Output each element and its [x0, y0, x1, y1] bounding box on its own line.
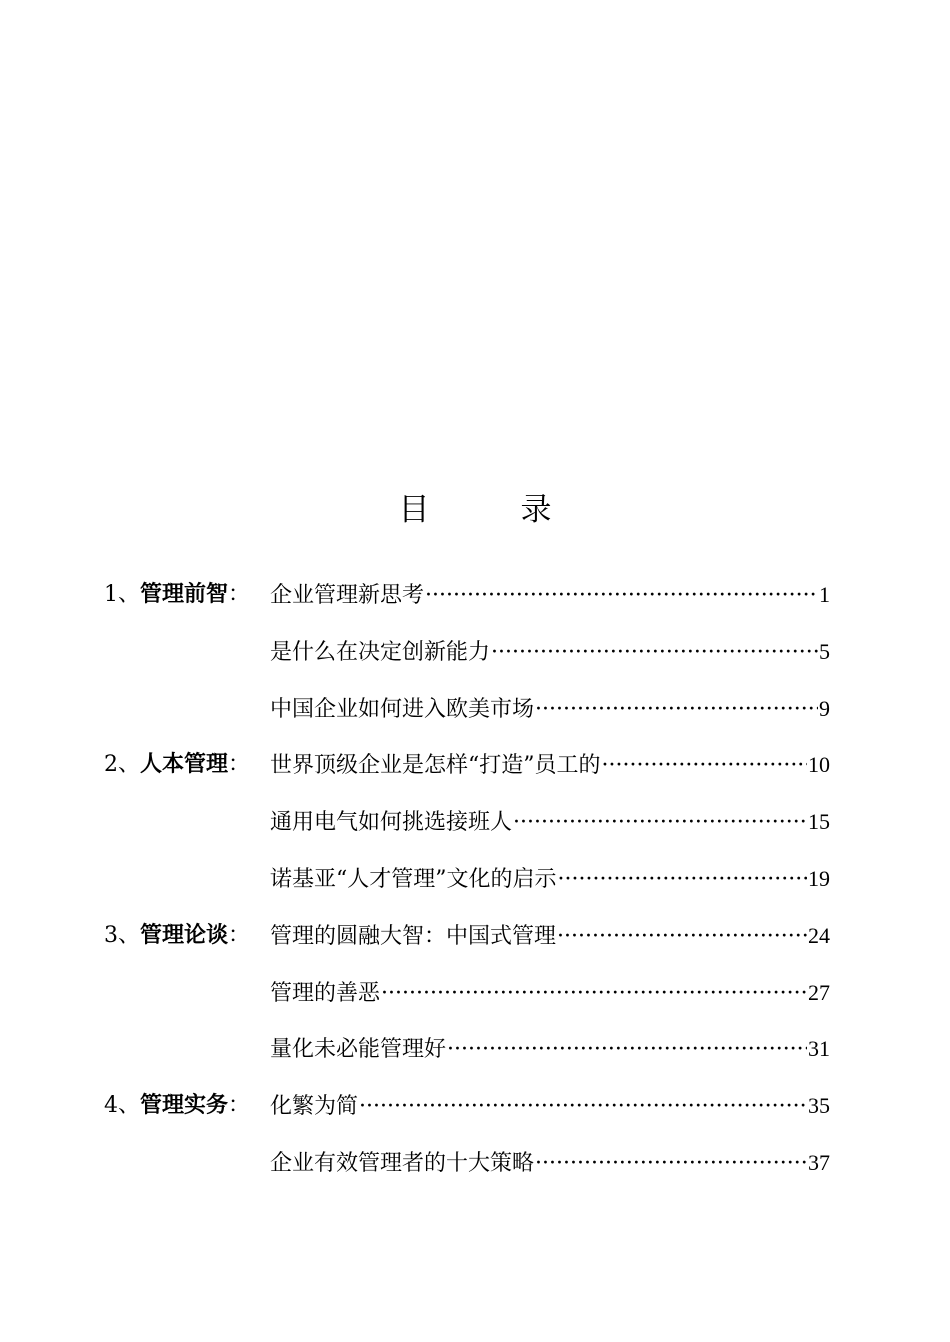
entry-title: 是什么在决定创新能力	[270, 639, 491, 665]
dot-leader	[381, 966, 807, 1023]
dot-leader	[535, 1136, 807, 1193]
dot-leader	[425, 568, 818, 625]
toc-entry[interactable]	[270, 737, 830, 795]
entry-title: 管理的善恶	[270, 980, 381, 1006]
page-number: 19	[808, 865, 830, 891]
page-number: 5	[819, 638, 830, 664]
dot-leader	[359, 1079, 807, 1136]
entry-title: 企业有效管理者的十大策略	[270, 1150, 535, 1176]
entry-title: 中国企业如何进入欧美市场	[270, 696, 535, 722]
toc-entry[interactable]	[270, 1021, 830, 1079]
section-number: 3、	[104, 922, 140, 948]
toc-entry[interactable]	[270, 851, 830, 909]
toc-title: 目 录	[398, 492, 582, 528]
entry-title: 诺基亚“人才管理”文化的启示	[270, 866, 557, 892]
toc-list	[0, 567, 950, 1192]
section-label	[104, 1078, 270, 1135]
toc-row	[0, 1078, 950, 1135]
toc-entry[interactable]	[270, 794, 830, 852]
toc-row	[0, 681, 950, 738]
section-separator: ：	[228, 922, 251, 948]
toc-entry[interactable]	[270, 1135, 830, 1193]
entry-title: 企业管理新思考	[270, 583, 425, 608]
page-number: 9	[819, 695, 830, 721]
dot-leader	[602, 738, 808, 795]
toc-row	[0, 1021, 950, 1078]
toc-entry[interactable]	[270, 908, 830, 966]
section-separator: ：	[228, 582, 251, 607]
dot-leader	[513, 795, 807, 852]
toc-row	[0, 794, 950, 851]
toc-row	[0, 1135, 950, 1192]
toc-entry[interactable]	[270, 681, 830, 739]
section-name: 管理论谈	[140, 922, 229, 948]
page-number: 1	[819, 582, 830, 607]
page-number: 31	[808, 1036, 830, 1062]
section-name: 管理实务	[140, 1093, 229, 1119]
page-number: 15	[808, 809, 830, 835]
entry-title: 世界顶级企业是怎样“打造”员工的	[270, 753, 601, 779]
dot-leader	[558, 852, 808, 909]
section-label	[104, 567, 270, 624]
dot-leader	[535, 682, 818, 739]
toc-entry[interactable]	[270, 965, 830, 1023]
entry-title: 通用电气如何挑选接班人	[270, 810, 513, 836]
page-number: 35	[808, 1093, 830, 1119]
page-number: 10	[808, 752, 830, 778]
section-separator: ：	[228, 752, 251, 778]
toc-entry[interactable]	[270, 567, 830, 625]
page-number: 24	[808, 922, 830, 948]
entry-title: 管理的圆融大智：中国式管理	[270, 923, 557, 949]
toc-entry[interactable]	[270, 624, 830, 682]
section-separator: ：	[228, 1093, 251, 1119]
section-name: 人本管理	[140, 752, 229, 778]
section-label	[104, 737, 270, 794]
toc-row	[0, 908, 950, 965]
section-name: 管理前智	[140, 582, 229, 607]
toc-row	[0, 851, 950, 908]
toc-row	[0, 567, 950, 624]
section-number: 4、	[104, 1093, 140, 1119]
page-number: 37	[808, 1149, 830, 1175]
toc-row	[0, 737, 950, 794]
toc-row	[0, 965, 950, 1022]
page-number: 27	[808, 979, 830, 1005]
section-label	[104, 908, 270, 965]
dot-leader	[447, 1022, 807, 1079]
entry-title: 量化未必能管理好	[270, 1037, 447, 1063]
toc-row	[0, 624, 950, 681]
entry-title: 化繁为简	[270, 1094, 359, 1120]
toc-entry[interactable]	[270, 1078, 830, 1136]
dot-leader	[491, 625, 818, 682]
section-number: 1、	[104, 582, 140, 607]
dot-leader	[557, 909, 807, 966]
section-number: 2、	[104, 752, 140, 778]
